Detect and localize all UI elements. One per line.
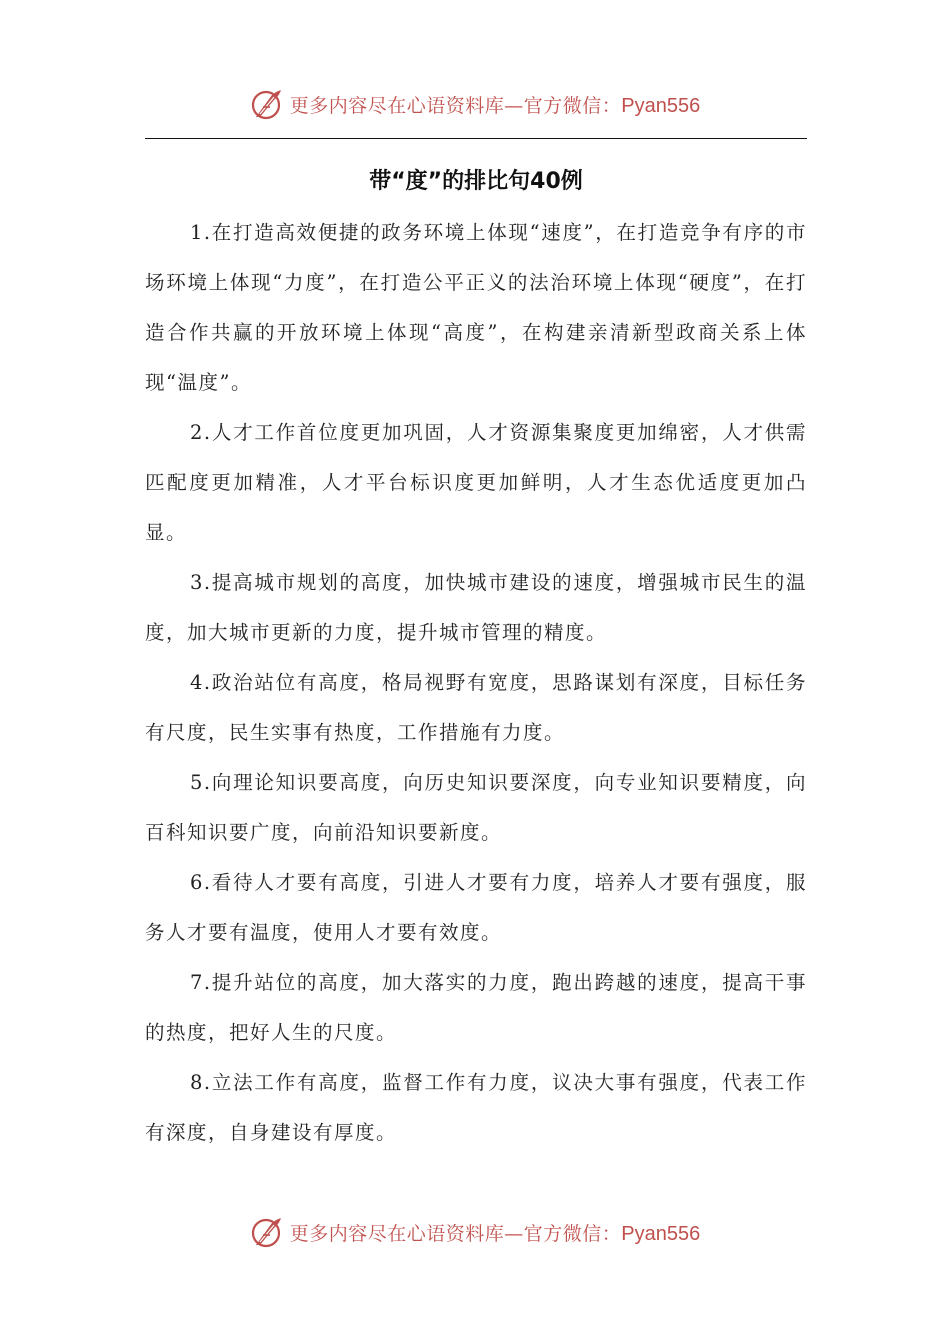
paragraph-3: 3.提高城市规划的高度，加快城市建设的速度，增强城市民生的温度，加大城市更新的力度，提升城市管理的精度。: [145, 571, 807, 644]
document-body: [145, 208, 807, 1158]
paragraph-1: 1.在打造高效便捷的政务环境上体现“速度”，在打造竞争有序的市场环境上体现“力度”，在打造公平正义的法治环境上体现“硬度”，在打造合作共赢的开放环境上体现“高度”，在构建亲清新型政商关系上体现“温度”。: [145, 221, 807, 394]
paragraph-6: 6.看待人才要有高度，引进人才要有力度，培养人才要有强度，服务人才要有温度，使用人才要有效度。: [145, 871, 807, 944]
watermark-text: [290, 91, 700, 118]
paragraph-4: 4.政治站位有高度，格局视野有宽度，思路谋划有深度，目标任务有尺度，民生实事有热度，工作措施有力度。: [145, 671, 807, 744]
paragraph-2: 2.人才工作首位度更加巩固，人才资源集聚度更加绵密，人才供需匹配度更加精准，人才平台标识度更加鲜明，人才生态优适度更加凸显。: [145, 421, 807, 544]
watermark-wechat-id: Pyan556: [621, 94, 701, 117]
header-divider: [145, 138, 807, 139]
footer-watermark: [0, 1212, 950, 1252]
watermark-slogan: 更多内容尽在心语资料库—官方微信：: [289, 94, 622, 117]
document-title: 带“度”的排比句40例: [369, 169, 583, 194]
watermark-text: [290, 1219, 700, 1246]
paragraph-7: 7.提升站位的高度，加大落实的力度，跑出跨越的速度，提高干事的热度，把好人生的尺度。: [145, 971, 807, 1044]
quill-logo-icon: [250, 1215, 284, 1249]
quill-logo-icon: [250, 87, 284, 121]
watermark-slogan: 更多内容尽在心语资料库—官方微信：: [289, 1222, 622, 1245]
header-watermark: [0, 84, 950, 124]
paragraph-5: 5.向理论知识要高度，向历史知识要深度，向专业知识要精度，向百科知识要广度，向前沿知识要新度。: [145, 771, 807, 844]
paragraph-8: 8.立法工作有高度，监督工作有力度，议决大事有强度，代表工作有深度，自身建设有厚度。: [145, 1071, 807, 1144]
watermark-wechat-id: Pyan556: [621, 1222, 701, 1245]
